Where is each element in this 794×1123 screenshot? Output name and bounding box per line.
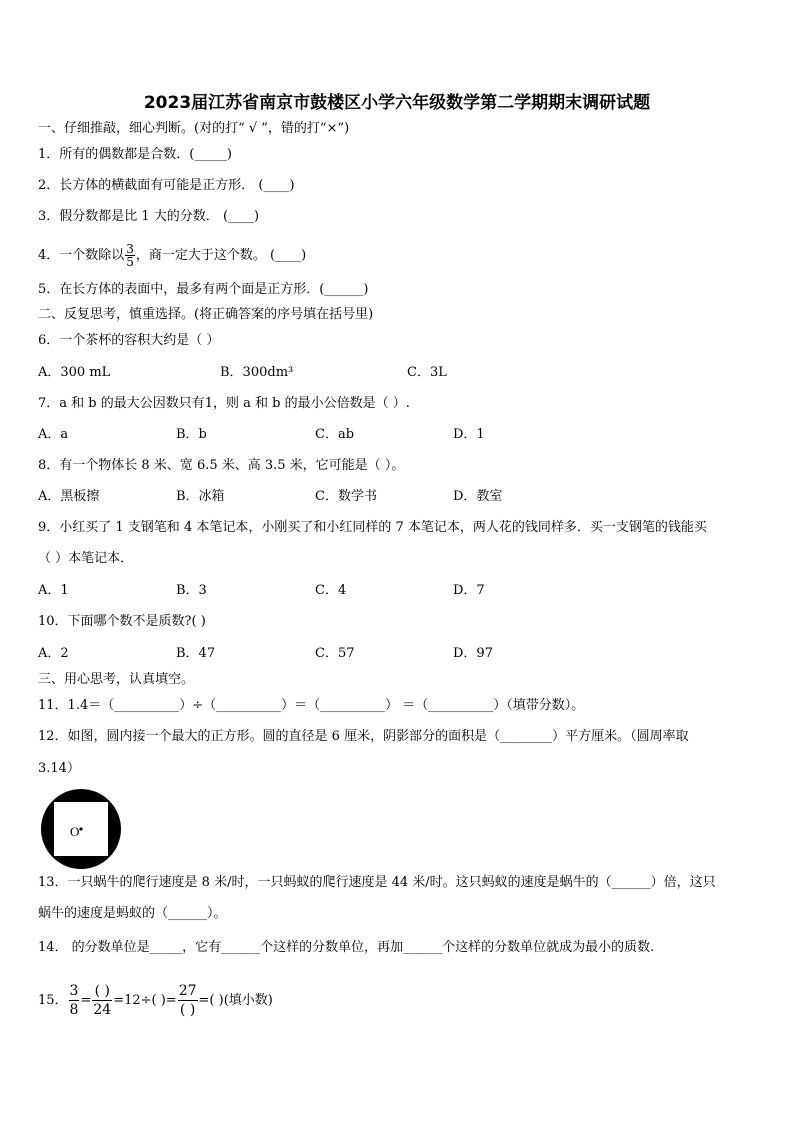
question-13-line-1: 13．一只蜗牛的爬行速度是 8 米/时，一只蚂蚁的爬行速度是 44 米/时。这只蚂蚁的速度是蜗牛的（______）倍，这只 bbox=[38, 875, 716, 890]
fraction-numerator: 3 bbox=[69, 983, 79, 999]
section-3-heading: 三、用心思考，认真填空。 bbox=[38, 672, 195, 687]
question-9-option-c: C．4 bbox=[315, 583, 347, 598]
question-1: 1．所有的偶数都是合数．(_____) bbox=[38, 147, 232, 162]
page-title: 2023届江苏省南京市鼓楼区小学六年级数学第二学期期末调研试题 bbox=[143, 93, 651, 113]
question-6-option-c: C．3L bbox=[407, 365, 447, 380]
question-15-fraction-2 bbox=[92, 982, 112, 1019]
question-14: 14． 的分数单位是_____，它有______个这样的分数单位，再加______个这样的分数单位就成为最小的质数. bbox=[38, 940, 655, 955]
question-8-option-c: C．数学书 bbox=[315, 489, 377, 504]
question-15-middle: =12÷( )= bbox=[113, 993, 177, 1008]
question-10-option-c: C．57 bbox=[315, 646, 355, 661]
question-2: 2．长方体的横截面有可能是正方形． (____) bbox=[38, 178, 295, 193]
question-4 bbox=[38, 243, 306, 268]
question-4-fraction bbox=[125, 243, 135, 268]
question-9-option-d: D．7 bbox=[453, 583, 485, 598]
question-7-option-c: C．ab bbox=[315, 427, 355, 442]
question-9-option-b: B．3 bbox=[176, 583, 207, 598]
fraction-numerator: 27 bbox=[178, 983, 197, 999]
question-9-line-2: （ ）本笔记本． bbox=[38, 551, 134, 566]
question-7: 7．a 和 b 的最大公因数只有1，则 a 和 b 的最小公倍数是（ ）. bbox=[38, 396, 410, 411]
question-6-option-a: A．300 mL bbox=[38, 365, 111, 380]
fraction-denominator: 8 bbox=[69, 1002, 79, 1018]
fraction-numerator: 3 bbox=[126, 242, 134, 256]
question-10: 10．下面哪个数不是质数?( ) bbox=[38, 614, 206, 629]
fraction-numerator: ( ) bbox=[92, 982, 112, 1001]
question-15-fraction-3 bbox=[178, 982, 198, 1019]
question-15 bbox=[38, 982, 273, 1020]
fraction-denominator: 24 bbox=[93, 1002, 112, 1018]
question-6-option-b: B．300dm³ bbox=[220, 365, 294, 380]
question-12-line-1: 12．如图，圆内接一个最大的正方形。圆的直径是 6 厘米，阴影部分的面积是（________）平方厘米。（圆周率取 bbox=[38, 729, 689, 744]
question-11: 11．1.4＝（__________）÷（__________）＝（__________） ＝（__________）（填带分数）。 bbox=[38, 698, 585, 713]
section-1-heading: 一、仔细推敲，细心判断。(对的打“ √ ”，错的打“×”) bbox=[38, 121, 350, 136]
equals-sign: = bbox=[80, 993, 92, 1008]
section-2-heading: 二、反复思考，慎重选择。(将正确答案的序号填在括号里) bbox=[38, 307, 374, 322]
question-4-suffix: ，商一定大于这个数。 (____) bbox=[135, 248, 307, 263]
question-6: 6．一个茶杯的容积大约是（ ） bbox=[38, 333, 220, 348]
question-10-option-b: B．47 bbox=[176, 646, 216, 661]
question-10-option-d: D．97 bbox=[453, 646, 493, 661]
question-13-line-2: 蜗牛的速度是蚂蚁的（______）。 bbox=[38, 906, 227, 921]
question-8-option-a: A．黑板擦 bbox=[38, 489, 100, 504]
question-7-option-b: B．b bbox=[176, 427, 207, 442]
question-9-option-a: A．1 bbox=[38, 583, 69, 598]
question-15-suffix: =( )(填小数) bbox=[198, 993, 273, 1008]
question-7-option-a: A．a bbox=[38, 427, 69, 442]
question-12-line-2: 3.14） bbox=[38, 761, 80, 776]
circle-square-figure bbox=[40, 788, 122, 870]
fraction-denominator: ( ) bbox=[179, 1002, 196, 1018]
question-3: 3．假分数都是比 1 大的分数． (____) bbox=[38, 209, 260, 224]
question-10-option-a: A．2 bbox=[38, 646, 69, 661]
center-label: O bbox=[70, 824, 80, 839]
question-8-option-d: D．教室 bbox=[453, 489, 503, 504]
fraction-denominator: 5 bbox=[126, 255, 134, 269]
center-point bbox=[79, 827, 82, 830]
question-15-prefix: 15． bbox=[38, 993, 68, 1008]
question-8-option-b: B．冰箱 bbox=[176, 489, 225, 504]
question-15-fraction-1 bbox=[69, 982, 80, 1019]
question-9-line-1: 9．小红买了 1 支钢笔和 4 本笔记本，小刚买了和小红同样的 7 本笔记本，两人花的钱同样多．买一支钢笔的钱能买 bbox=[38, 520, 707, 535]
question-8: 8．有一个物体长 8 米、宽 6.5 米、高 3.5 米，它可能是（ ）。 bbox=[38, 458, 405, 473]
question-4-prefix: 4．一个数除以 bbox=[38, 248, 125, 263]
question-7-option-d: D．1 bbox=[453, 427, 485, 442]
question-5: 5．在长方体的表面中，最多有两个面是正方形．(______) bbox=[38, 282, 369, 297]
